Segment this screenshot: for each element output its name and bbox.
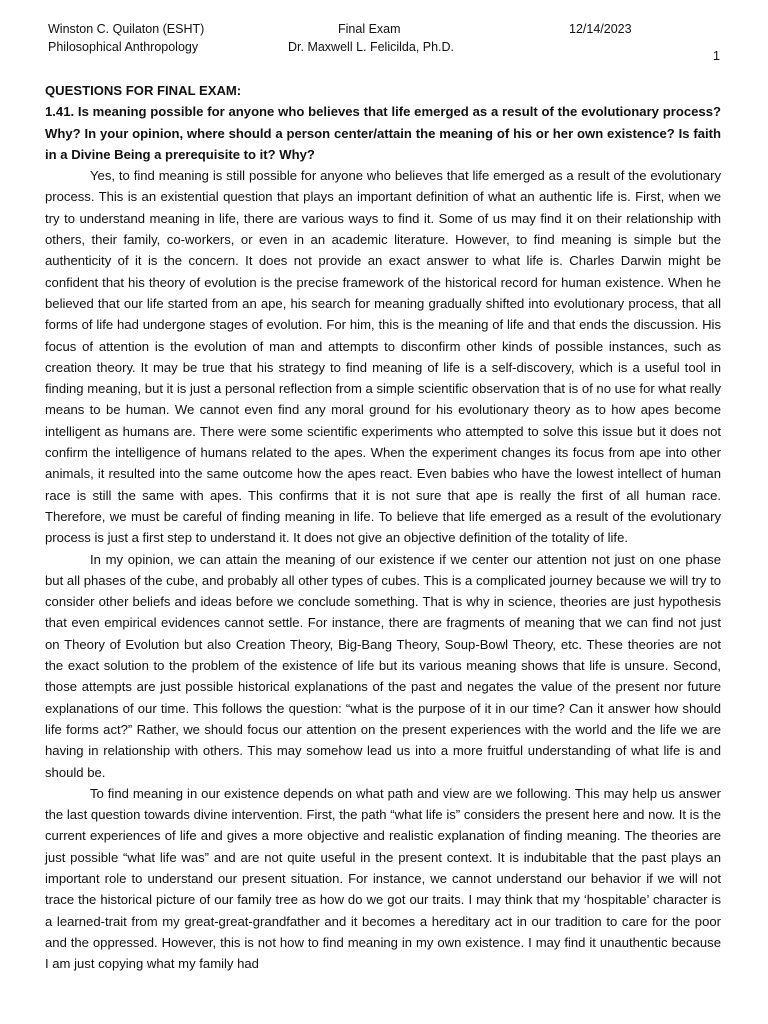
exam-question: 1.41. Is meaning possible for anyone who believes that life emerged as a result of the evolutionary process? Why? In your opinion, where should a person center/attain the meaning of his or her own existence? Is faith in a Divine Being a prerequisite to it? Why? — [45, 104, 721, 162]
document-body — [45, 80, 721, 974]
author-name: Winston C. Quilaton (ESHT) — [48, 22, 205, 36]
instructor-name: Dr. Maxwell L. Felicilda, Ph.D. — [288, 40, 455, 54]
page-header — [48, 20, 720, 70]
page-number: 1 — [713, 49, 720, 63]
paragraph-1: Yes, to find meaning is still possible for anyone who believes that life emerged as a result of the evolutionary process. This is an existential question that plays an important definition of what an authentic life is. First, when we try to understand meaning in life, there are various ways to find it. Some of us may find it on their relationship with others, their family, co-workers, or even in an academic literature. However, to find meaning is simple but the authenticity of it is the concern. It does not provide an exact answer to what life is. Charles Darwin might be confident that his theory of evolution is the precise framework of the historical record for human existence. When he believed that our life started from an ape, his search for meaning gradually shifted into evolutionary process, that all forms of life had undergone stages of evolution. For him, this is the meaning of life and that ends the discussion. His focus of attention is the evolution of man and attempts to disconfirm other kinds of possible instances, such as creation theory. It may be true that his strategy to find meaning of life is a self-discovery, which is a useful tool in finding meaning, but it is just a personal reflection from a simple scientific observation that is of no use for what really means to be human. We cannot even find any moral ground for his evolutionary theory as to how apes become intelligent as humans are. There were some scientific experiments who attempted to solve this issue but it does not confirm the intelligence of humans related to the apes. When the experiment changes its focus from ape into other animals, it resulted into the same outcome how the apes react. Even babies who have the lowest intellect of human race is still the same with apes. This confirms that it is not sure that ape is really the first of all human race. Therefore, we must be careful of finding meaning in life. To believe that life emerged as a result of the evolutionary process is just a first step to understand it. It does not give an objective definition of the totality of life. — [45, 168, 721, 546]
header-center — [288, 20, 454, 56]
paragraph-2: In my opinion, we can attain the meaning of our existence if we center our attention not just on one phase but all phases of the cube, and probably all other types of cubes. This is a complicated journey because we will try to consider other beliefs and ideas before we conclude something. That is why in science, theories are just hypothesis that even empirical evidences cannot settle. For instance, there are fragments of meaning that we can find not just on Theory of Evolution but also Creation Theory, Big-Bang Theory, Soup-Bowl Theory, etc. These theories are not the exact solution to the problem of the existence of life but its various meaning shows that life is unsure. Second, those attempts are just possible historical explanations of the past and negates the value of the present nor future explanations of our time. This follows the question: “what is the purpose of it in our time? Can it answer how should life forms act?” Rather, we should focus our attention on the present experiences with the world and the life we are having in relationship with others. This may somehow lead us into a more fruitful understanding of what life is and should be. — [45, 551, 721, 780]
header-left — [48, 20, 204, 56]
paragraph-3: To find meaning in our existence depends on what path and view are we following. This may help us answer the last question towards divine intervention. First, the path “what life is” considers the present here and now. It is the current experiences of life and gives a more objective and realistic explanation of finding meaning. The theories are just possible “what life was” and are not quite useful in the present context. It is indubitable that the past plays an important role to understand our present situation. For instance, we cannot understand our behavior if we will not trace the historical picture of our family tree as how do we got our traits. I may think that my ‘hospitable’ character is a learned-trait from my great-great-grandfather and it becomes a hereditary act in our tradition to care for the poor and the oppressed. However, this is not how to find meaning in my own existence. I may find it unauthentic because I am just copying what my family had — [45, 785, 721, 972]
section-title: QUESTIONS FOR FINAL EXAM: — [45, 83, 242, 98]
exam-title: Final Exam — [338, 22, 401, 36]
course-name: Philosophical Anthropology — [48, 40, 199, 54]
header-date: 12/14/2023 — [569, 22, 632, 36]
